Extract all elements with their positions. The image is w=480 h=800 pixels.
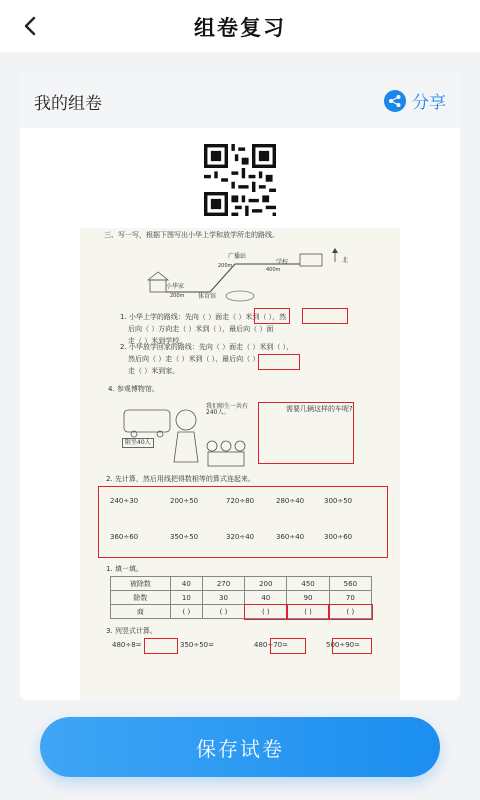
calc-item: 280÷40: [276, 497, 305, 505]
table-header: 被除数: [111, 577, 171, 591]
answer-highlight: [270, 638, 306, 654]
paper-section3: 三、写一写，根据下图写出小华上学和放学所走的路线。: [104, 231, 279, 239]
calc-item: 240÷30: [110, 497, 139, 505]
map-label: 体育馆: [198, 293, 217, 300]
card-title: 我的组卷: [34, 94, 102, 114]
qr-code-icon: [204, 144, 276, 216]
calc-item: 200÷50: [170, 497, 199, 505]
paper-fill-title: 1. 填一填。: [106, 565, 143, 573]
table-header: 商: [111, 605, 171, 619]
vertical-item: 500÷90=: [326, 641, 360, 649]
table-cell: ( ): [202, 605, 244, 619]
paper-q1c: 走（ ）米到学校。: [128, 337, 187, 345]
paper-preview: [20, 128, 460, 700]
vertical-item: 480÷70=: [254, 641, 288, 649]
share-label: 分享: [412, 93, 446, 113]
table-cell: ( ): [245, 605, 287, 619]
table-cell: 450: [287, 577, 329, 591]
answer-highlight: [302, 308, 348, 324]
map-label: 广播站: [228, 253, 247, 260]
table-header: 除数: [111, 591, 171, 605]
table-cell: 30: [202, 591, 244, 605]
answer-box-text: 需要几辆这样的车呢?: [286, 405, 353, 413]
answer-highlight: [332, 638, 372, 654]
calc-item: 300÷60: [324, 533, 353, 541]
calc-item: 360÷60: [110, 533, 139, 541]
paper-q2c: 走（ ）米到家。: [128, 367, 180, 375]
navigation-bar: [0, 0, 480, 52]
paper-section4: 4. 参观博物馆。: [108, 385, 159, 393]
calc-item: 350÷50: [170, 533, 199, 541]
table-cell: 560: [329, 577, 371, 591]
table-cell: 70: [329, 591, 371, 605]
calc-item: 320÷40: [226, 533, 255, 541]
table-cell: ( ): [287, 605, 329, 619]
paper-q2: 2. 小华放学回家的路线：先向（ ）面走（ ）米到（ ），: [120, 343, 294, 351]
table-cell: ( ): [170, 605, 202, 619]
map-label: 学校: [276, 259, 289, 266]
paper-calc-title: 2. 先计算，然后用线把得数相等的算式连起来。: [106, 475, 255, 483]
map-label: 小华家: [166, 283, 185, 290]
answer-highlight: [254, 308, 290, 324]
map-label: 200m: [218, 263, 233, 269]
page-title: 组卷复习: [194, 16, 286, 40]
table-cell: ( ): [329, 605, 371, 619]
paper-q1b: 后向（ ）方向走（ ）米到（ ），最后向（ ）面: [128, 325, 274, 333]
vertical-item: 350÷50=: [180, 641, 214, 649]
map-label: 北: [342, 257, 349, 264]
map-label: 400m: [266, 267, 281, 273]
table-cell: 40: [170, 577, 202, 591]
map-label: 200m: [170, 293, 185, 299]
answer-highlight: [144, 638, 178, 654]
vertical-item: 480÷8=: [112, 641, 142, 649]
answer-highlight: [258, 354, 300, 370]
bus-label: 限坐40人: [122, 438, 154, 448]
paper-vertical-title: 3. 列竖式计算。: [106, 627, 157, 635]
paper-card: [20, 72, 460, 700]
table-cell: 40: [245, 591, 287, 605]
calc-item: 300÷50: [324, 497, 353, 505]
save-paper-button[interactable]: 保存试卷: [40, 717, 440, 777]
speech-bubble: 我们师生一共有240人。: [206, 403, 249, 416]
table-cell: 90: [287, 591, 329, 605]
table-cell: 270: [202, 577, 244, 591]
table-cell: 10: [170, 591, 202, 605]
card-header: [20, 72, 460, 128]
share-button[interactable]: [384, 88, 446, 113]
exam-paper-image: [80, 228, 400, 700]
calc-item: 720÷80: [226, 497, 255, 505]
division-table: [110, 576, 372, 619]
paper-q2b: 然后向（ ）走（ ）米到（ ），最后向（ ）: [128, 355, 260, 363]
calc-item: 360÷40: [276, 533, 305, 541]
paper-q1: 1. 小华上学的路线：先向（ ）面走（ ）米到（ ），然: [120, 313, 287, 321]
share-icon: [384, 90, 406, 112]
table-cell: 200: [245, 577, 287, 591]
